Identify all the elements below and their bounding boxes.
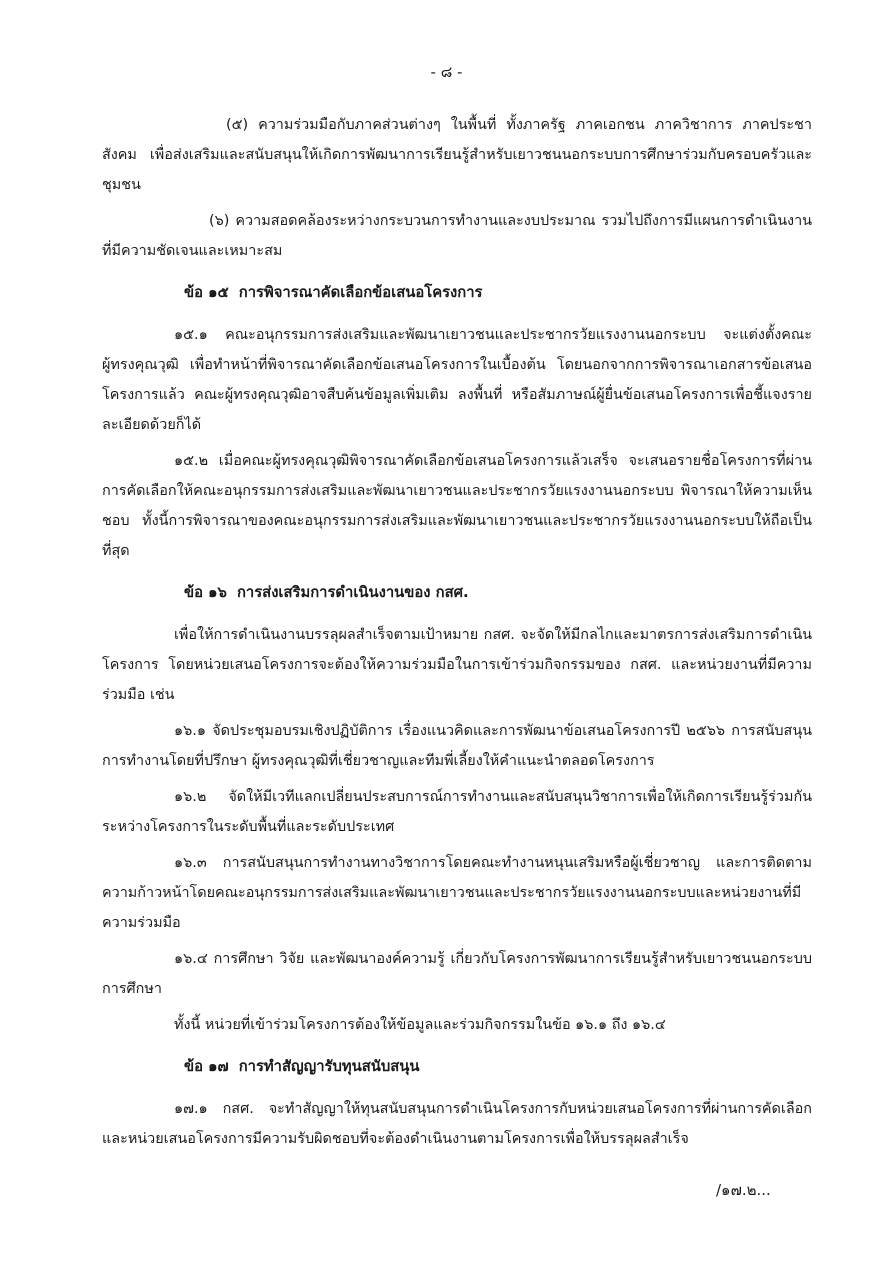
section-15-heading [102,278,812,308]
paragraph-17-1: ๑๗.๑ กสศ. จะทำสัญญาให้ทุนสนับสนุนการดำเนินโครงการกับหน่วยเสนอโครงการที่ผ่านการคัดเลือก และหน่วยเสนอโครงการมีความรับผิดชอบที่จะต้องดำเนินงานตามโครงการเพื่อให้บรรลุผลสำเร็จ [102,1101,812,1147]
section-15-number: ข้อ ๑๕ [184,284,229,301]
paragraph-item-5: (๕) ความร่วมมือกับภาคส่วนต่างๆ ในพื้นที่ ทั้งภาครัฐ ภาคเอกชน ภาควิชาการ ภาคประชาสังคม เพื่อส่งเสริมและสนับสนุนให้เกิดการพัฒนาการเรียนรู้สำหรับเยาวชนนอกระบบการศึกษาร่วมกับครอบครัวและชุมชน [102,117,812,193]
paragraph-item-6: (๖) ความสอดคล้องระหว่างกระบวนการทำงานและงบประมาณ รวมไปถึงการมีแผนการดำเนินงานที่มีความชัดเจนและเหมาะสม [102,213,812,259]
section-17-title: การทำสัญญารับทุนสนับสนุน [238,1058,420,1075]
paragraph-15-1: ๑๕.๑ คณะอนุกรรมการส่งเสริมและพัฒนาเยาวชนและประชากรวัยแรงงานนอกระบบ จะแต่งตั้งคณะผู้ทรงคุณวุฒิ เพื่อทำหน้าที่พิจารณาคัดเลือกข้อเสนอโครงการในเบื้องต้น โดยนอกจากการพิจารณาเอกสารข้อเสนอโครงการแล้ว คณะผู้ทรงคุณวุฒิอาจสืบค้นข้อมูลเพิ่มเติม ลงพื้นที่ หรือสัมภาษณ์ผู้ยื่นข้อเสนอโครงการเพื่อชี้แจงรายละเอียดด้วยก็ได้ [102,327,812,433]
paragraph-16-closing: ทั้งนี้ หน่วยที่เข้าร่วมโครงการต้องให้ข้อมูลและร่วมกิจกรรมในข้อ ๑๖.๑ ถึง ๑๖.๔ [174,1017,666,1033]
section-17-number: ข้อ ๑๗ [184,1058,229,1075]
paragraph-16-1: ๑๖.๑ จัดประชุมอบรมเชิงปฏิบัติการ เรื่องแนวคิดและการพัฒนาข้อเสนอโครงการปี ๒๕๖๖ การสนับสนุนการทำงานโดยที่ปรึกษา ผู้ทรงคุณวุฒิที่เชี่ยวชาญและทีมพี่เลี้ยงให้คำแนะนำตลอดโครงการ [102,723,812,769]
paragraph-16-2: ๑๖.๒ จัดให้มีเวทีแลกเปลี่ยนประสบการณ์การทำงานและสนับสนุนวิชาการเพื่อให้เกิดการเรียนรู้ร่วมกันระหว่างโครงการในระดับพื้นที่และระดับประเทศ [102,789,812,835]
paragraph-16-3: ๑๖.๓ การสนับสนุนการทำงานทางวิชาการโดยคณะทำงานหนุนเสริมหรือผู้เชี่ยวชาญ และการติดตามความก้าวหน้าโดยคณะอนุกรรมการส่งเสริมและพัฒนาเยาวชนและประชากรวัยแรงงานนอกระบบและหน่วยงานที่มีความร่วมมือ [102,855,812,931]
document-body [102,110,812,1166]
section-15-title: การพิจารณาคัดเลือกข้อเสนอโครงการ [238,284,483,301]
section-16-number: ข้อ ๑๖ [184,584,227,601]
section-16-title: การส่งเสริมการดำเนินงานของ กสศ. [236,584,469,601]
page-number: - ๘ - [430,63,463,81]
paragraph-16-4: ๑๖.๔ การศึกษา วิจัย และพัฒนาองค์ความรู้ เกี่ยวกับโครงการพัฒนาการเรียนรู้สำหรับเยาวชนนอกระบบการศึกษา [102,951,812,997]
continuation-marker: /๑๗.๒... [716,1181,771,1199]
section-16-heading [102,578,812,608]
paragraph-16-intro: เพื่อให้การดำเนินงานบรรลุผลสำเร็จตามเป้าหมาย กสศ. จะจัดให้มีกลไกและมาตรการส่งเสริมการดำเนินโครงการ โดยหน่วยเสนอโครงการจะต้องให้ความร่วมมือในการเข้าร่วมกิจกรรมของ กสศ. และหน่วยงานที่มีความร่วมมือ เช่น [102,627,812,703]
section-17-heading [102,1052,812,1082]
paragraph-15-2: ๑๕.๒ เมื่อคณะผู้ทรงคุณวุฒิพิจารณาคัดเลือกข้อเสนอโครงการแล้วเสร็จ จะเสนอรายชื่อโครงการที่ผ่านการคัดเลือกให้คณะอนุกรรมการส่งเสริมและพัฒนาเยาวชนและประชากรวัยแรงงานนอกระบบ พิจารณาให้ความเห็นชอบ ทั้งนี้การพิจารณาของคณะอนุกรรมการส่งเสริมและพัฒนาเยาวชนและประชากรวัยแรงงานนอกระบบให้ถือเป็นที่สุด [102,453,812,559]
